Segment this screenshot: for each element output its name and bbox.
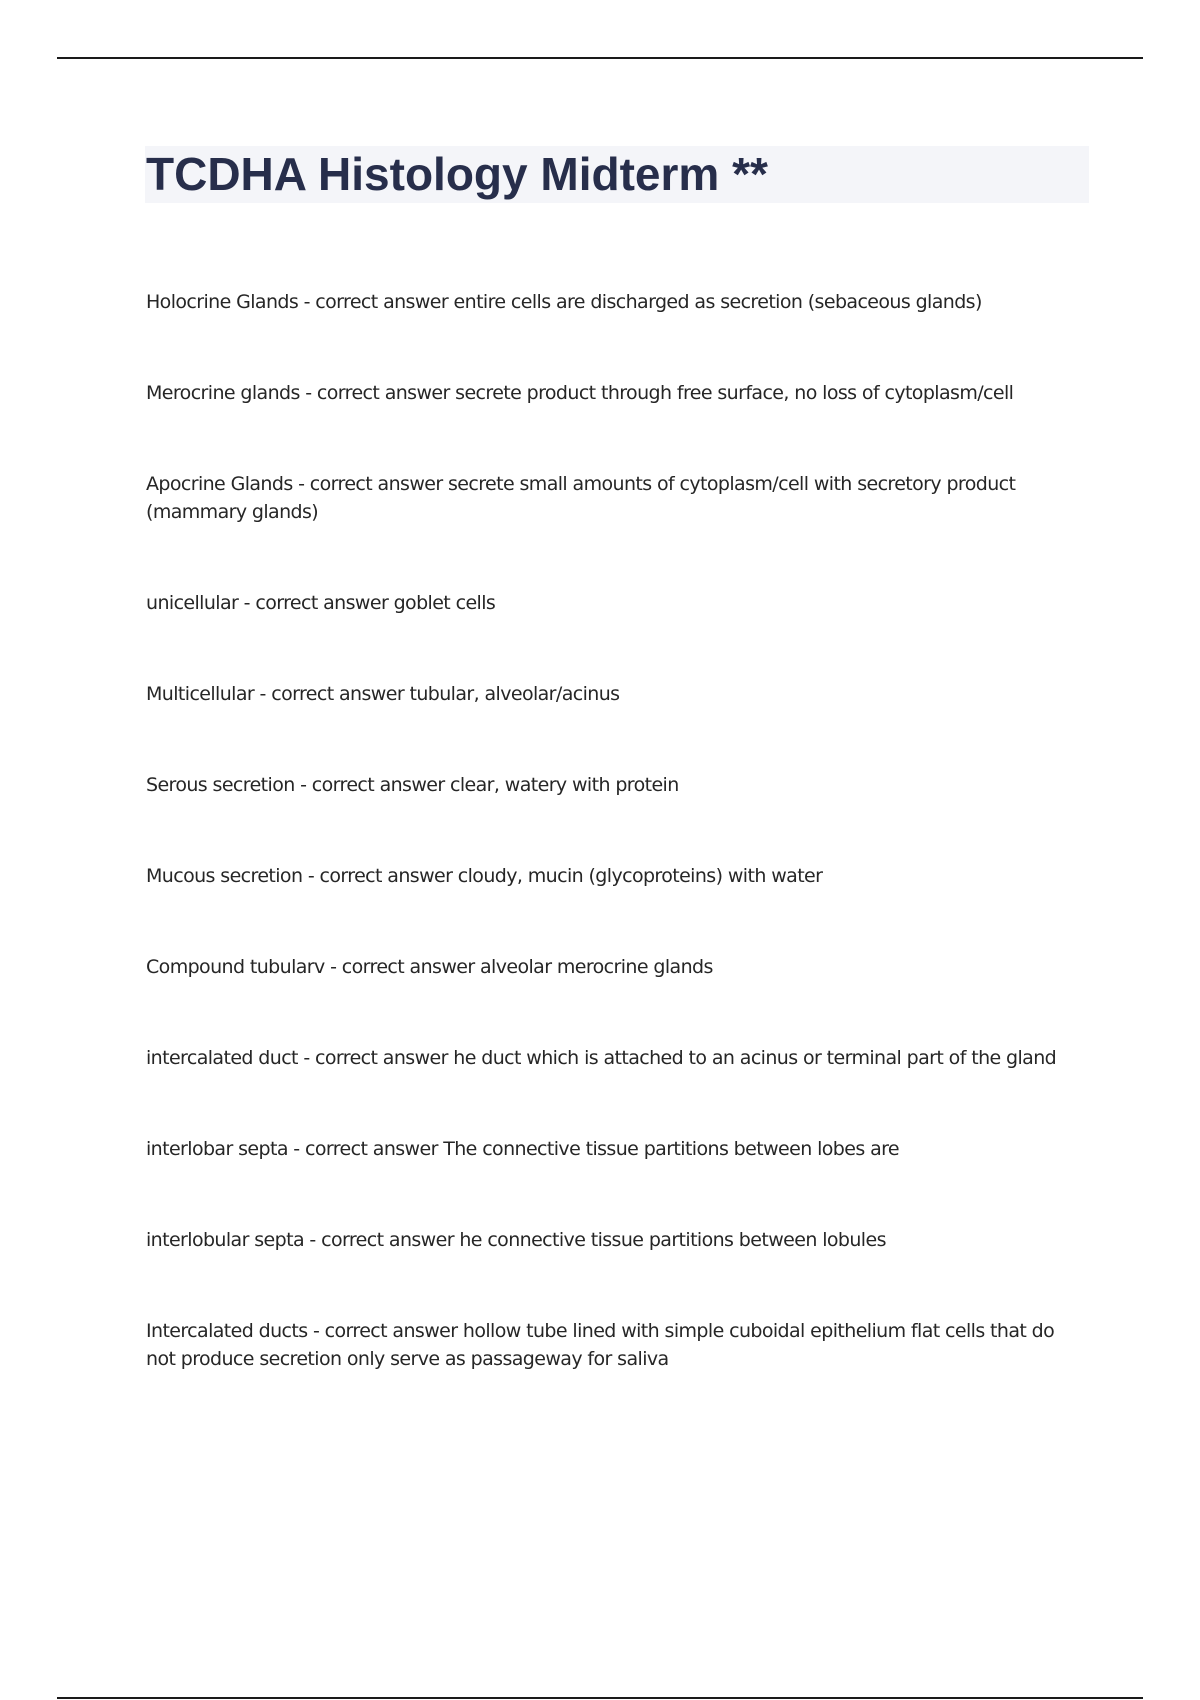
list-item: intercalated duct - correct answer he duct which is attached to an acinus or terminal part of the gland <box>146 1047 1057 1069</box>
list-item: Mucous secretion - correct answer cloudy, mucin (glycoproteins) with water <box>146 865 823 887</box>
list-item: interlobar septa - correct answer The connective tissue partitions between lobes are <box>146 1138 900 1160</box>
list-item: Serous secretion - correct answer clear, watery with protein <box>146 774 679 796</box>
list-item: Holocrine Glands - correct answer entire cells are discharged as secretion (sebaceous glands) <box>146 291 982 313</box>
list-item: Intercalated ducts - correct answer hollow tube lined with simple cuboidal epithelium flat cells that do not produce secretion only serve as passageway for saliva <box>146 1320 1055 1370</box>
list-item: Apocrine Glands - correct answer secrete small amounts of cytoplasm/cell with secretory product (mammary glands) <box>146 473 1016 523</box>
bottom-rule <box>57 1697 1143 1699</box>
list-item: interlobular septa - correct answer he connective tissue partitions between lobules <box>146 1229 886 1251</box>
list-item: Merocrine glands - correct answer secrete product through free surface, no loss of cytoplasm/cell <box>146 382 1014 404</box>
top-rule <box>57 57 1143 59</box>
list-item: Compound tubularv - correct answer alveolar merocrine glands <box>146 956 713 978</box>
page-title: TCDHA Histology Midterm ** <box>146 148 768 200</box>
qa-list <box>146 288 1076 1436</box>
list-item: unicellular - correct answer goblet cells <box>146 592 496 614</box>
list-item: Multicellular - correct answer tubular, alveolar/acinus <box>146 683 620 705</box>
